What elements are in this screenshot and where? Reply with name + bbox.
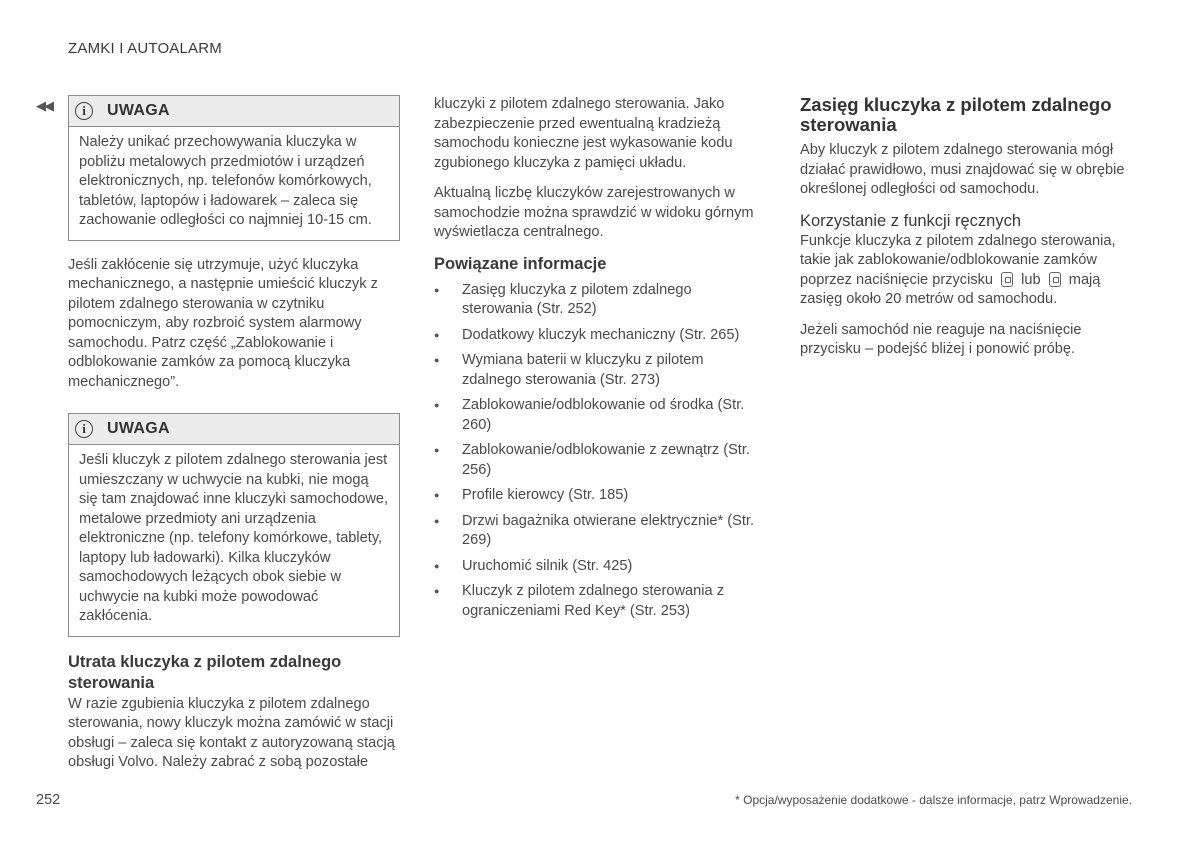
column-right [800, 95, 1135, 360]
subheading: Korzystanie z funkcji ręcznych [800, 211, 1022, 230]
related-link[interactable]: ● Dodatkowy kluczyk mechaniczny (Str. 265) [434, 326, 764, 346]
related-link[interactable]: ● Zasięg kluczyka z pilotem zdalnego sterowania (Str. 252) [434, 281, 764, 320]
warning-note-2 [68, 413, 400, 637]
paragraph [800, 232, 1135, 310]
column-left [68, 95, 400, 773]
paragraph: Aktualną liczbę kluczyków zarejestrowanych w samochodzie można sprawdzić w widoku górnym wyświetlacza centralnego. [434, 185, 754, 240]
footnote: * Opcja/wyposażenie dodatkowe - dalsze informacje, patrz Wprowadzenie. [735, 793, 1132, 807]
paragraph: kluczyki z pilotem zdalnego sterowania. Jako zabezpieczenie przed ewentualną kradzieżą samochodu konieczne jest wykasowanie kodu zgubionego kluczyka z pamięci układu. [434, 96, 733, 171]
lock-icon [1001, 272, 1013, 287]
main-heading: Zasięg kluczyka z pilotem zdalnego sterowania [800, 94, 1112, 135]
related-link[interactable]: ● Drzwi bagażnika otwierane elektrycznie* (Str. 269) [434, 512, 764, 551]
related-info-heading: Powiązane informacje [434, 254, 607, 273]
section-heading: Utrata kluczyka z pilotem zdalnego sterowania [68, 652, 342, 692]
paragraph-text: lub [1021, 271, 1041, 288]
paragraph: Jeśli zakłócenie się utrzymuje, użyć kluczyka mechanicznego, a następnie umieścić kluczyk z pilotem zdalnego sterowania w czytniku pomocniczym, aby rozbroić system alarmowy samochodu. Patrz część „Zablokowanie i odblokowanie zamków za pomocą kluczyka mechanicznego”. [68, 256, 378, 390]
warning-note-text: Jeśli kluczyk z pilotem zdalnego sterowania jest umieszczany w uchwycie na kubki, nie mogą się tam znajdować inne kluczyki samochodowe, metalowe przedmioty ani urządzenia elektroniczne (np. telefony komórkowe, tablety, laptopy lub ładowarki). Kilka kluczyków samochodowych leżących obok siebie w uchwycie na kubki może powodować zakłócenia. [79, 452, 389, 624]
section-title: ZAMKI I AUTOALARM [68, 40, 222, 57]
related-link[interactable]: ● Profile kierowcy (Str. 185) [434, 486, 764, 506]
related-link[interactable]: ● Zablokowanie/odblokowanie z zewnątrz (Str. 256) [434, 441, 764, 480]
related-link[interactable]: ● Zablokowanie/odblokowanie od środka (Str. 260) [434, 396, 764, 435]
paragraph-text: Funkcje kluczyka z pilotem zdalnego sterowania, takie jak zablokowanie/odblokowanie zamków poprzez naciśnięcie przycisku [800, 232, 1116, 288]
warning-note-title: UWAGA [107, 102, 170, 119]
paragraph: W razie zgubienia kluczyka z pilotem zdalnego sterowania, nowy kluczyk można zamówić w stacji obsługi – zaleca się kontakt z autoryzowaną stacją obsługi Volvo. Należy zabrać z sobą pozostałe [68, 695, 395, 770]
paragraph: Aby kluczyk z pilotem zdalnego sterowania mógł działać prawidłowo, musi znajdować się w obrębie określonej odległości od samochodu. [800, 142, 1125, 197]
warning-note-title: UWAGA [107, 420, 170, 437]
unlock-icon [1049, 272, 1061, 287]
related-link[interactable]: ● Wymiana baterii w kluczyku z pilotem zdalnego sterowania (Str. 273) [434, 351, 764, 390]
related-link[interactable]: ● Kluczyk z pilotem zdalnego sterowania z ograniczeniami Red Key* (Str. 253) [434, 582, 764, 621]
info-icon: i [75, 420, 93, 438]
paragraph-text: mają zasięg około 20 metrów od samochodu. [800, 271, 1101, 307]
warning-note-text: Należy unikać przechowywania kluczyka w pobliżu metalowych przedmiotów i urządzeń elektronicznych, np. telefonów komórkowych, tabletów, laptopów i ładowarek – zaleca się zachowanie odległości co najmniej 10-15 cm. [79, 134, 372, 228]
related-link[interactable]: ● Uruchomić silnik (Str. 425) [434, 557, 764, 577]
related-links-list [434, 281, 764, 622]
paragraph: Jeżeli samochód nie reaguje na naciśnięcie przycisku – podejść bliżej i ponowić próbę. [800, 321, 1082, 357]
previous-page-arrow-icon[interactable]: ◀◀ [36, 98, 52, 113]
info-icon: i [75, 102, 93, 120]
column-middle [434, 95, 764, 627]
warning-note-header [69, 414, 399, 445]
warning-note-header [69, 96, 399, 127]
page-number: 252 [36, 792, 61, 808]
warning-note-1 [68, 95, 400, 241]
